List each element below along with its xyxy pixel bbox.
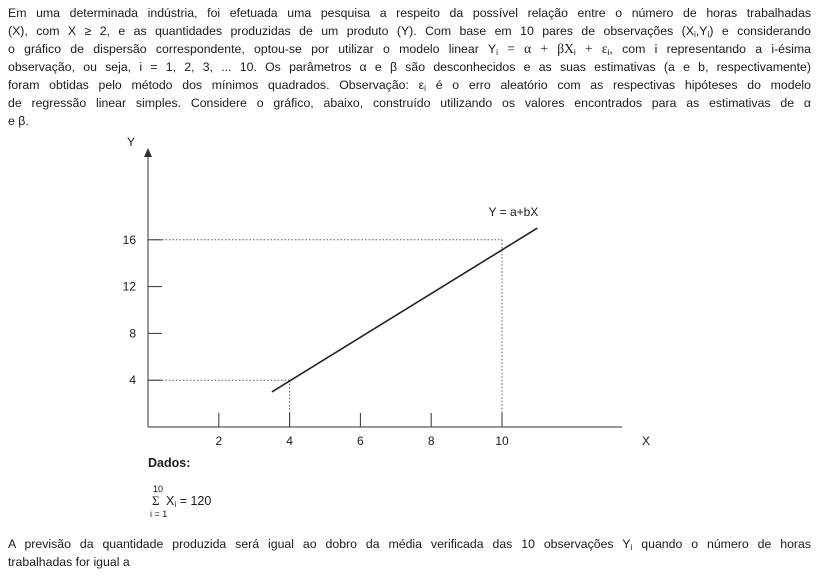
y-tick-label: 4 [129, 373, 136, 388]
y-tick-label: 16 [122, 232, 136, 247]
y-tick-label: 12 [122, 279, 136, 294]
question-line-1 [8, 535, 811, 553]
summation-formula [148, 484, 268, 524]
text-segment: , com i representando a i-ésima [609, 42, 811, 56]
chart-series [272, 228, 538, 392]
chart-ticks [123, 233, 509, 448]
problem-statement [8, 4, 811, 130]
sum-symbol: Σ [152, 493, 160, 508]
text-segment: (X), com X ≥ 2, e as quantidades produzidas de um produto (Y). Com base em 10 pares de observações (X [8, 24, 694, 38]
subscript: i [496, 47, 498, 57]
subscript: i [630, 542, 633, 552]
question-text [8, 535, 811, 571]
statement-line-5 [8, 76, 811, 94]
x-tick-label: 6 [357, 434, 364, 448]
text-segment: ,Y [695, 24, 708, 38]
subscript: i [424, 83, 427, 93]
data-label: Dados: [148, 456, 191, 470]
sum-upper-limit: 10 [153, 484, 164, 494]
sum-lower-limit: i = 1 [150, 509, 168, 519]
statement-line-6: de regressão linear simples. Considere o gráfico, abaixo, construído utilizando os valores encontrados para as estimativas de α [8, 96, 811, 110]
chart-labels [127, 135, 650, 448]
formula-segment: + ε [575, 41, 608, 56]
x-axis-label: X [641, 434, 651, 448]
regression-chart [110, 130, 670, 460]
subscript: i [607, 47, 610, 57]
y-axis-label: Y [126, 135, 136, 149]
statement-line-3 [8, 40, 811, 58]
regression-line [272, 228, 538, 392]
sum-expression [166, 494, 211, 508]
subscript: i [174, 499, 177, 509]
sum-variable: X [166, 494, 175, 508]
y-axis-arrow [144, 148, 152, 157]
question-line-2: trabalhadas for igual a [8, 555, 130, 569]
text-segment: ) e considerando [709, 24, 812, 38]
line-equation-label: Y = a+bX [488, 205, 539, 220]
x-tick-label: 4 [286, 434, 293, 448]
text-segment: A previsão da quantidade produzida será igual ao dobro da média verificada das 10 observações Y [8, 537, 631, 551]
text-segment: o gráfico de dispersão correspondente, optou-se por utilizar o modelo linear Y [8, 42, 497, 56]
statement-line-1: Em uma determinada indústria, foi efetuada uma pesquisa a respeito da possível relação entre o número de horas trabalhadas [8, 6, 811, 20]
statement-line-7: e β. [8, 114, 29, 128]
statement-line-4: observação, ou seja, i = 1, 2, 3, ... 10. Os parâmetros α e β são desconhecidos e as suas estimativas (a e b, respectivamente) [8, 60, 811, 74]
statement-line-2 [8, 22, 811, 40]
formula-segment: = α + βX [497, 41, 574, 56]
sum-value: = 120 [176, 494, 212, 508]
chart-guides [148, 240, 502, 427]
x-tick-label: 8 [427, 434, 435, 448]
text-segment: quando o número de horas [632, 537, 811, 551]
x-tick-label: 10 [495, 434, 509, 448]
y-tick-label: 8 [129, 326, 136, 341]
x-tick-label: 2 [215, 434, 223, 448]
subscript: i [707, 29, 710, 39]
subscript: i [573, 47, 576, 57]
chart-axes [144, 148, 622, 427]
subscript: i [693, 29, 696, 39]
text-segment: foram obtidas pelo método dos mínimos quadrados. Observação: ε [8, 78, 425, 92]
text-segment: é o erro aleatório com as respectivas hipóteses do modelo [426, 78, 811, 92]
